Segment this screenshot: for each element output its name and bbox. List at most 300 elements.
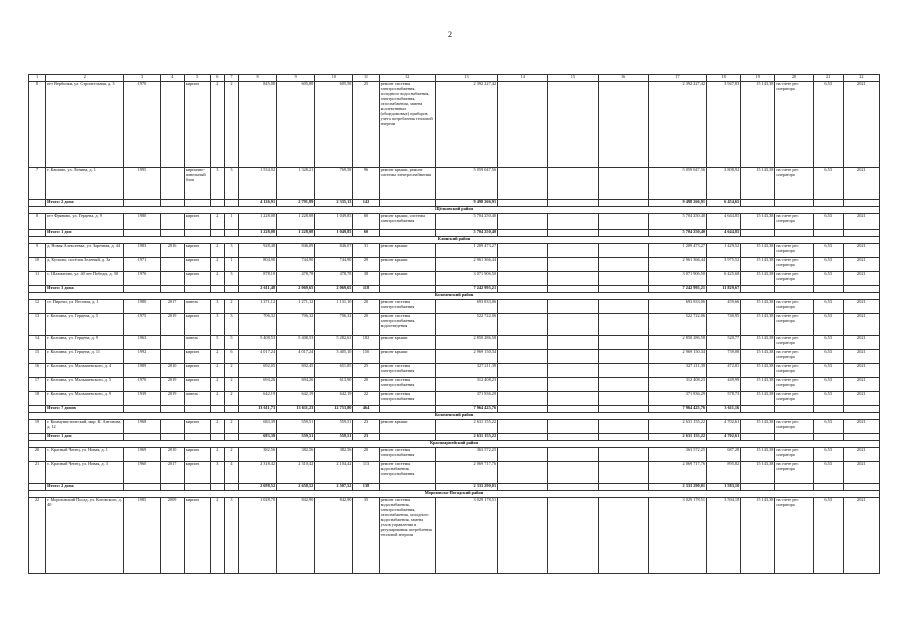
table-cell: кирпич (184, 82, 210, 168)
table-cell: 312 408,23 (648, 378, 706, 392)
table-cell (160, 168, 184, 200)
table-cell (598, 258, 648, 272)
table-cell (210, 484, 224, 491)
table-cell: 692,05 (238, 364, 276, 378)
table-cell: 2 318,42 (238, 462, 276, 484)
table-cell: 605,58 (315, 82, 353, 168)
table-cell: 464 (353, 406, 379, 413)
table-cell: 2021 (843, 392, 879, 406)
table-cell: 683,39 (238, 420, 276, 434)
section-title: Клинский район (29, 237, 880, 244)
table-cell: 60 (353, 214, 379, 230)
table-cell: 2010 (160, 448, 184, 462)
table-cell: 3 (210, 314, 224, 336)
table-row (29, 392, 880, 406)
table-cell (598, 406, 648, 413)
table-cell: 118 (353, 286, 379, 293)
table-cell: 2 961 366,44 (648, 258, 706, 272)
table-cell (775, 406, 813, 413)
table-cell: 1 049,85 (315, 214, 353, 230)
table-cell (813, 286, 843, 293)
table-cell: на счете рег. оператора (775, 258, 813, 272)
table-cell: на счете рег. оператора (775, 314, 813, 336)
table-cell (184, 200, 210, 207)
table-cell: 2 069,65 (277, 286, 315, 293)
table-cell (379, 230, 435, 237)
table-cell (210, 200, 224, 207)
table-cell: 8 (29, 82, 46, 168)
column-number-cell: 20 (775, 75, 813, 82)
table-cell: 613,90 (315, 378, 353, 392)
table-cell (598, 378, 648, 392)
table-cell (775, 200, 813, 207)
table-cell: д. Новая Алексеевка, ул. Заречная, д. 44 (46, 244, 124, 258)
table-cell: г. Морозовский Посад, ул. Котовского, д. 40 (46, 498, 124, 574)
table-cell: 12 (29, 300, 46, 314)
table-cell: 2 104,42 (315, 462, 353, 484)
table-cell (29, 406, 46, 413)
table-cell: 2 850 286,58 (648, 336, 706, 350)
table-cell: 2 (210, 448, 224, 462)
table-cell (598, 350, 648, 364)
table-cell (498, 214, 548, 230)
table-cell: на счете рег. оператора (775, 350, 813, 364)
table-cell: 2016 (160, 244, 184, 258)
table-cell (160, 434, 184, 441)
table-cell (548, 168, 598, 200)
table-cell: Итого: 3 дома (46, 286, 124, 293)
table-cell (548, 406, 598, 413)
table-cell: ст. Пирочи, ул. Весовая, д. 1 (46, 300, 124, 314)
column-number-row (29, 75, 880, 82)
table-cell: 25 (353, 82, 379, 168)
table-cell: кирпич (184, 350, 210, 364)
table-cell: 21 (29, 462, 46, 484)
table-cell (210, 230, 224, 237)
table-cell: 2021 (843, 336, 879, 350)
table-cell: 2 (210, 272, 224, 286)
table-cell: ремонт системы водоснабжения, электроснабжения (379, 462, 435, 484)
table-cell: 739,08 (707, 350, 741, 364)
table-cell: 1 049,85 (315, 230, 353, 237)
table-cell (160, 200, 184, 207)
table-cell: 2021 (843, 214, 879, 230)
table-cell: 142 (353, 200, 379, 207)
table-cell: на счете рег. оператора (775, 300, 813, 314)
table-cell (124, 200, 160, 207)
table-cell (598, 244, 648, 258)
table-cell (498, 286, 548, 293)
column-number-cell: 4 (160, 75, 184, 82)
table-cell (843, 286, 879, 293)
table-cell: 15 143,38 (741, 378, 775, 392)
table-cell: 2 791,89 (277, 200, 315, 207)
table-cell (813, 406, 843, 413)
table-cell (548, 300, 598, 314)
table-row (29, 272, 880, 286)
table-cell: 1 228,08 (238, 214, 276, 230)
table-cell: 1985 (124, 498, 160, 574)
table-cell: 2 (210, 392, 224, 406)
table-cell: 3 808,92 (707, 168, 741, 200)
table-cell (598, 498, 648, 574)
table-cell (598, 200, 648, 207)
table-cell (548, 336, 598, 350)
table-cell: кирпич (184, 214, 210, 230)
table-cell: 1 (224, 214, 238, 230)
table-cell: 2 631 155,22 (435, 420, 497, 434)
table-cell (598, 272, 648, 286)
table-cell: 1971 (124, 258, 160, 272)
column-number-cell: 1 (29, 75, 46, 82)
table-cell: 363 572,25 (435, 448, 497, 462)
total-row (29, 434, 880, 441)
table-cell: 2 392 227,42 (435, 82, 497, 168)
table-cell: 878,10 (238, 272, 276, 286)
table-cell: 15 143,38 (741, 448, 775, 462)
table-cell: на счете рег. оператора (775, 420, 813, 434)
table-cell: 2021 (843, 82, 879, 168)
table-cell: ремонт системы электроснабжения (379, 378, 435, 392)
table-cell: 2 (224, 364, 238, 378)
table-cell: г. Коммунистический, мкр. К. Антонова, д. 12 (46, 420, 124, 434)
table-cell: 845,08 (238, 82, 276, 168)
table-cell: Итого: 1 дом (46, 434, 124, 441)
table-cell: 15 143,38 (741, 82, 775, 168)
table-cell (160, 406, 184, 413)
table-cell: 2 (210, 214, 224, 230)
table-cell: 2010 (160, 364, 184, 378)
table-cell: 1980 (124, 214, 160, 230)
table-cell (224, 434, 238, 441)
table-cell: 2 335,13 (315, 200, 353, 207)
table-cell: 2 069,65 (315, 286, 353, 293)
table-cell (548, 484, 598, 491)
table-cell (498, 244, 548, 258)
table-cell (498, 200, 548, 207)
table-cell: 2017 (160, 462, 184, 484)
table-cell: на счете рег. оператора (775, 168, 813, 200)
table-cell: 1960 (124, 462, 160, 484)
table-cell: 13 611,23 (277, 406, 315, 413)
table-cell: ремонт системы электроснабжения (379, 392, 435, 406)
column-number-cell: 11 (353, 75, 379, 82)
column-number-cell: 21 (813, 75, 843, 82)
table-cell: 2019 (160, 378, 184, 392)
table-cell: 1968 (124, 420, 160, 434)
table-cell (548, 286, 598, 293)
table-cell: 4 (224, 462, 238, 484)
section-header-row (29, 491, 880, 498)
table-cell (498, 168, 548, 200)
table-cell (598, 448, 648, 462)
table-cell: 6,53 (813, 364, 843, 378)
table-cell: 2 (224, 300, 238, 314)
table-cell: 2 850 286,58 (435, 336, 497, 350)
table-cell: 1 534,92 (238, 168, 276, 200)
table-cell: ремонт крыши, ремонт системы электроснабжения (379, 168, 435, 200)
table-cell (224, 230, 238, 237)
column-number-cell: 3 (124, 75, 160, 82)
column-number-cell: 8 (238, 75, 276, 82)
table-cell: 5 059 047,56 (435, 168, 497, 200)
table-cell: 3 (210, 300, 224, 314)
table-cell: 6,53 (813, 300, 843, 314)
table-cell (548, 214, 598, 230)
table-cell: 20 (353, 378, 379, 392)
table-cell: 1983 (124, 244, 160, 258)
table-cell: 6,53 (813, 350, 843, 364)
table-cell: 1969 (124, 448, 160, 462)
table-cell: 15 143,38 (741, 336, 775, 350)
table-cell (498, 350, 548, 364)
table-row (29, 258, 880, 272)
table-cell: 744,90 (315, 258, 353, 272)
table-cell: 7 242 995,21 (435, 286, 497, 293)
table-cell: 1 271,12 (277, 300, 315, 314)
table-cell (548, 448, 598, 462)
table-cell: 1 371,12 (238, 300, 276, 314)
table-cell (843, 406, 879, 413)
table-cell (29, 230, 46, 237)
table-cell: 3 (224, 314, 238, 336)
table-row (29, 498, 880, 574)
table-cell: 2019 (160, 392, 184, 406)
table-cell: 6,53 (813, 314, 843, 336)
table-cell: 9 (29, 244, 46, 258)
table-cell (548, 350, 598, 364)
table-cell: 706,32 (238, 314, 276, 336)
table-cell: 559,51 (277, 434, 315, 441)
table-row (29, 364, 880, 378)
table-cell: 17 (29, 378, 46, 392)
table-cell (498, 230, 548, 237)
table-cell (813, 200, 843, 207)
table-cell: 5 408,53 (277, 336, 315, 350)
table-cell: 1939 (124, 392, 160, 406)
table-row (29, 448, 880, 462)
table-cell: 6,53 (813, 448, 843, 462)
table-cell: 6,53 (813, 272, 843, 286)
table-cell (124, 434, 160, 441)
table-row (29, 314, 880, 336)
table-cell (598, 434, 648, 441)
table-cell (548, 82, 598, 168)
table-cell: 371 836,29 (435, 392, 497, 406)
table-cell: 382,56 (238, 448, 276, 462)
table-cell: 2021 (843, 258, 879, 272)
table-cell: ремонт крыши (379, 272, 435, 286)
table-cell: 1992 (124, 350, 160, 364)
table-cell (498, 484, 548, 491)
table-cell: 642,19 (238, 392, 276, 406)
table-cell (160, 286, 184, 293)
table-cell (29, 434, 46, 441)
table-cell: 2 658,52 (277, 484, 315, 491)
table-cell: 2 698,52 (238, 484, 276, 491)
table-cell: 478,78 (315, 272, 353, 286)
table-cell: с. Красный Чепец, ул. Новая, д. 3 (46, 462, 124, 484)
table-cell: 16 (29, 364, 46, 378)
table-cell: ремонт системы электроснабжения (379, 364, 435, 378)
table-cell (548, 434, 598, 441)
table-cell (184, 406, 210, 413)
table-cell (498, 314, 548, 336)
table-cell: 20 (353, 448, 379, 462)
table-cell: 4 017,24 (238, 350, 276, 364)
table-cell (29, 286, 46, 293)
table-cell: 842,90 (277, 498, 315, 574)
table-cell (210, 406, 224, 413)
table-cell: 7 964 425,76 (648, 406, 706, 413)
table-cell: 1 028,70 (238, 498, 276, 574)
table-row (29, 350, 880, 364)
table-cell (184, 230, 210, 237)
table-cell: 12 753,80 (315, 406, 353, 413)
table-cell: 2 (210, 420, 224, 434)
table-cell: 1 429,52 (707, 244, 741, 258)
table-cell (548, 230, 598, 237)
table-cell (598, 168, 648, 200)
table-cell (741, 200, 775, 207)
table-cell: 2021 (843, 420, 879, 434)
table-cell (160, 350, 184, 364)
table-cell: 2 (224, 392, 238, 406)
table-cell: 683,39 (238, 434, 276, 441)
table-cell: 182 (353, 336, 379, 350)
table-cell (498, 392, 548, 406)
table-cell: 3 975,52 (707, 258, 741, 272)
table-cell: 2021 (843, 244, 879, 258)
table-cell (598, 392, 648, 406)
table-cell: 846,07 (315, 244, 353, 258)
table-cell: 2 069 717,76 (648, 462, 706, 484)
table-cell (124, 484, 160, 491)
table-cell: 2021 (843, 272, 879, 286)
table-cell: 1970 (124, 82, 160, 168)
table-cell: 1995 (124, 168, 160, 200)
table-cell (548, 462, 598, 484)
table-cell: 15 143,38 (741, 314, 775, 336)
table-cell: 20 (353, 300, 379, 314)
table-cell: 2019 (160, 314, 184, 336)
table-cell: 371 836,29 (648, 392, 706, 406)
table-cell: 23 (353, 434, 379, 441)
table-cell: панель (184, 336, 210, 350)
table-cell: на счете рег. оператора (775, 462, 813, 484)
table-cell: 4 702,61 (707, 420, 741, 434)
table-cell: 3 071 906,50 (648, 272, 706, 286)
section-title: Коломенский район (29, 293, 880, 300)
table-cell (843, 200, 879, 207)
table-cell: 2 (224, 378, 238, 392)
table-cell: на счете рег. оператора (775, 498, 813, 574)
table-cell (124, 230, 160, 237)
table-cell: 2017 (160, 300, 184, 314)
table-cell: 15 143,38 (741, 392, 775, 406)
table-cell: 2 (210, 498, 224, 574)
table-cell: 327 211,39 (648, 364, 706, 378)
table-cell: 928,48 (238, 244, 276, 258)
table-cell: ремонт крыши, системы электроснабжения (379, 214, 435, 230)
table-cell: 2 (210, 244, 224, 258)
table-cell: 2021 (843, 448, 879, 462)
table-cell: 2 069 717,76 (435, 462, 497, 484)
table-cell: 3 (210, 168, 224, 200)
table-cell: 2021 (843, 300, 879, 314)
table-cell: 1980 (124, 300, 160, 314)
table-cell (775, 230, 813, 237)
table-cell: ремонт крыши (379, 336, 435, 350)
table-cell (548, 420, 598, 434)
table-cell (124, 406, 160, 413)
table-cell: 5 704 250,40 (435, 214, 497, 230)
table-cell: 150 (353, 350, 379, 364)
table-cell: 23 (353, 420, 379, 434)
table-cell: 2 969 150,34 (648, 350, 706, 364)
table-cell (548, 498, 598, 574)
total-row (29, 286, 880, 293)
table-cell: 6,53 (813, 82, 843, 168)
table-cell: 15 143,38 (741, 168, 775, 200)
table-cell: 15 (29, 350, 46, 364)
table-cell: 2021 (843, 314, 879, 336)
table-cell (498, 336, 548, 350)
table-cell: 2009 (160, 498, 184, 574)
table-cell: 6 (224, 350, 238, 364)
table-cell: 4 644,85 (707, 230, 741, 237)
table-cell: 9 498 266,91 (435, 200, 497, 207)
table-row (29, 244, 880, 258)
table-cell: 1 583,10 (707, 484, 741, 491)
table-cell (379, 286, 435, 293)
table-cell: кирпич (184, 498, 210, 574)
table-cell: 3 029 178,51 (648, 498, 706, 574)
table-cell: кирпич (184, 378, 210, 392)
table-cell: 3 029 178,51 (435, 498, 497, 574)
table-cell: 2 631 155,22 (648, 434, 706, 441)
table-cell: 2 (210, 364, 224, 378)
column-number-cell: 14 (498, 75, 548, 82)
table-cell: ремонт системы электроснабжения (379, 448, 435, 462)
table-row (29, 300, 880, 314)
table-cell: 4 702,61 (707, 434, 741, 441)
table-cell (29, 484, 46, 491)
table-cell: кирпич (184, 258, 210, 272)
section-header-row (29, 441, 880, 448)
table-cell: 1 328,21 (277, 168, 315, 200)
table-cell: 11 829,67 (707, 286, 741, 293)
table-cell: 19 (29, 420, 46, 434)
table-cell: 15 143,38 (741, 258, 775, 272)
table-cell: 6,53 (813, 244, 843, 258)
column-number-cell: 9 (277, 75, 315, 82)
table-cell (498, 82, 548, 168)
column-number-cell: 13 (435, 75, 497, 82)
column-number-cell: 16 (598, 75, 648, 82)
table-cell (775, 434, 813, 441)
table-cell: 18 (29, 392, 46, 406)
table-cell: 2021 (843, 498, 879, 574)
section-header-row (29, 293, 880, 300)
table-cell: 651,85 (315, 364, 353, 378)
table-cell: г. Коломна, ул. Герцена, д. 5 (46, 314, 124, 336)
column-number-cell: 12 (379, 75, 435, 82)
table-cell: кирпич (184, 448, 210, 462)
table-cell: 459,66 (707, 300, 741, 314)
table-cell: 693 833,06 (435, 300, 497, 314)
column-number-cell: 10 (315, 75, 353, 82)
